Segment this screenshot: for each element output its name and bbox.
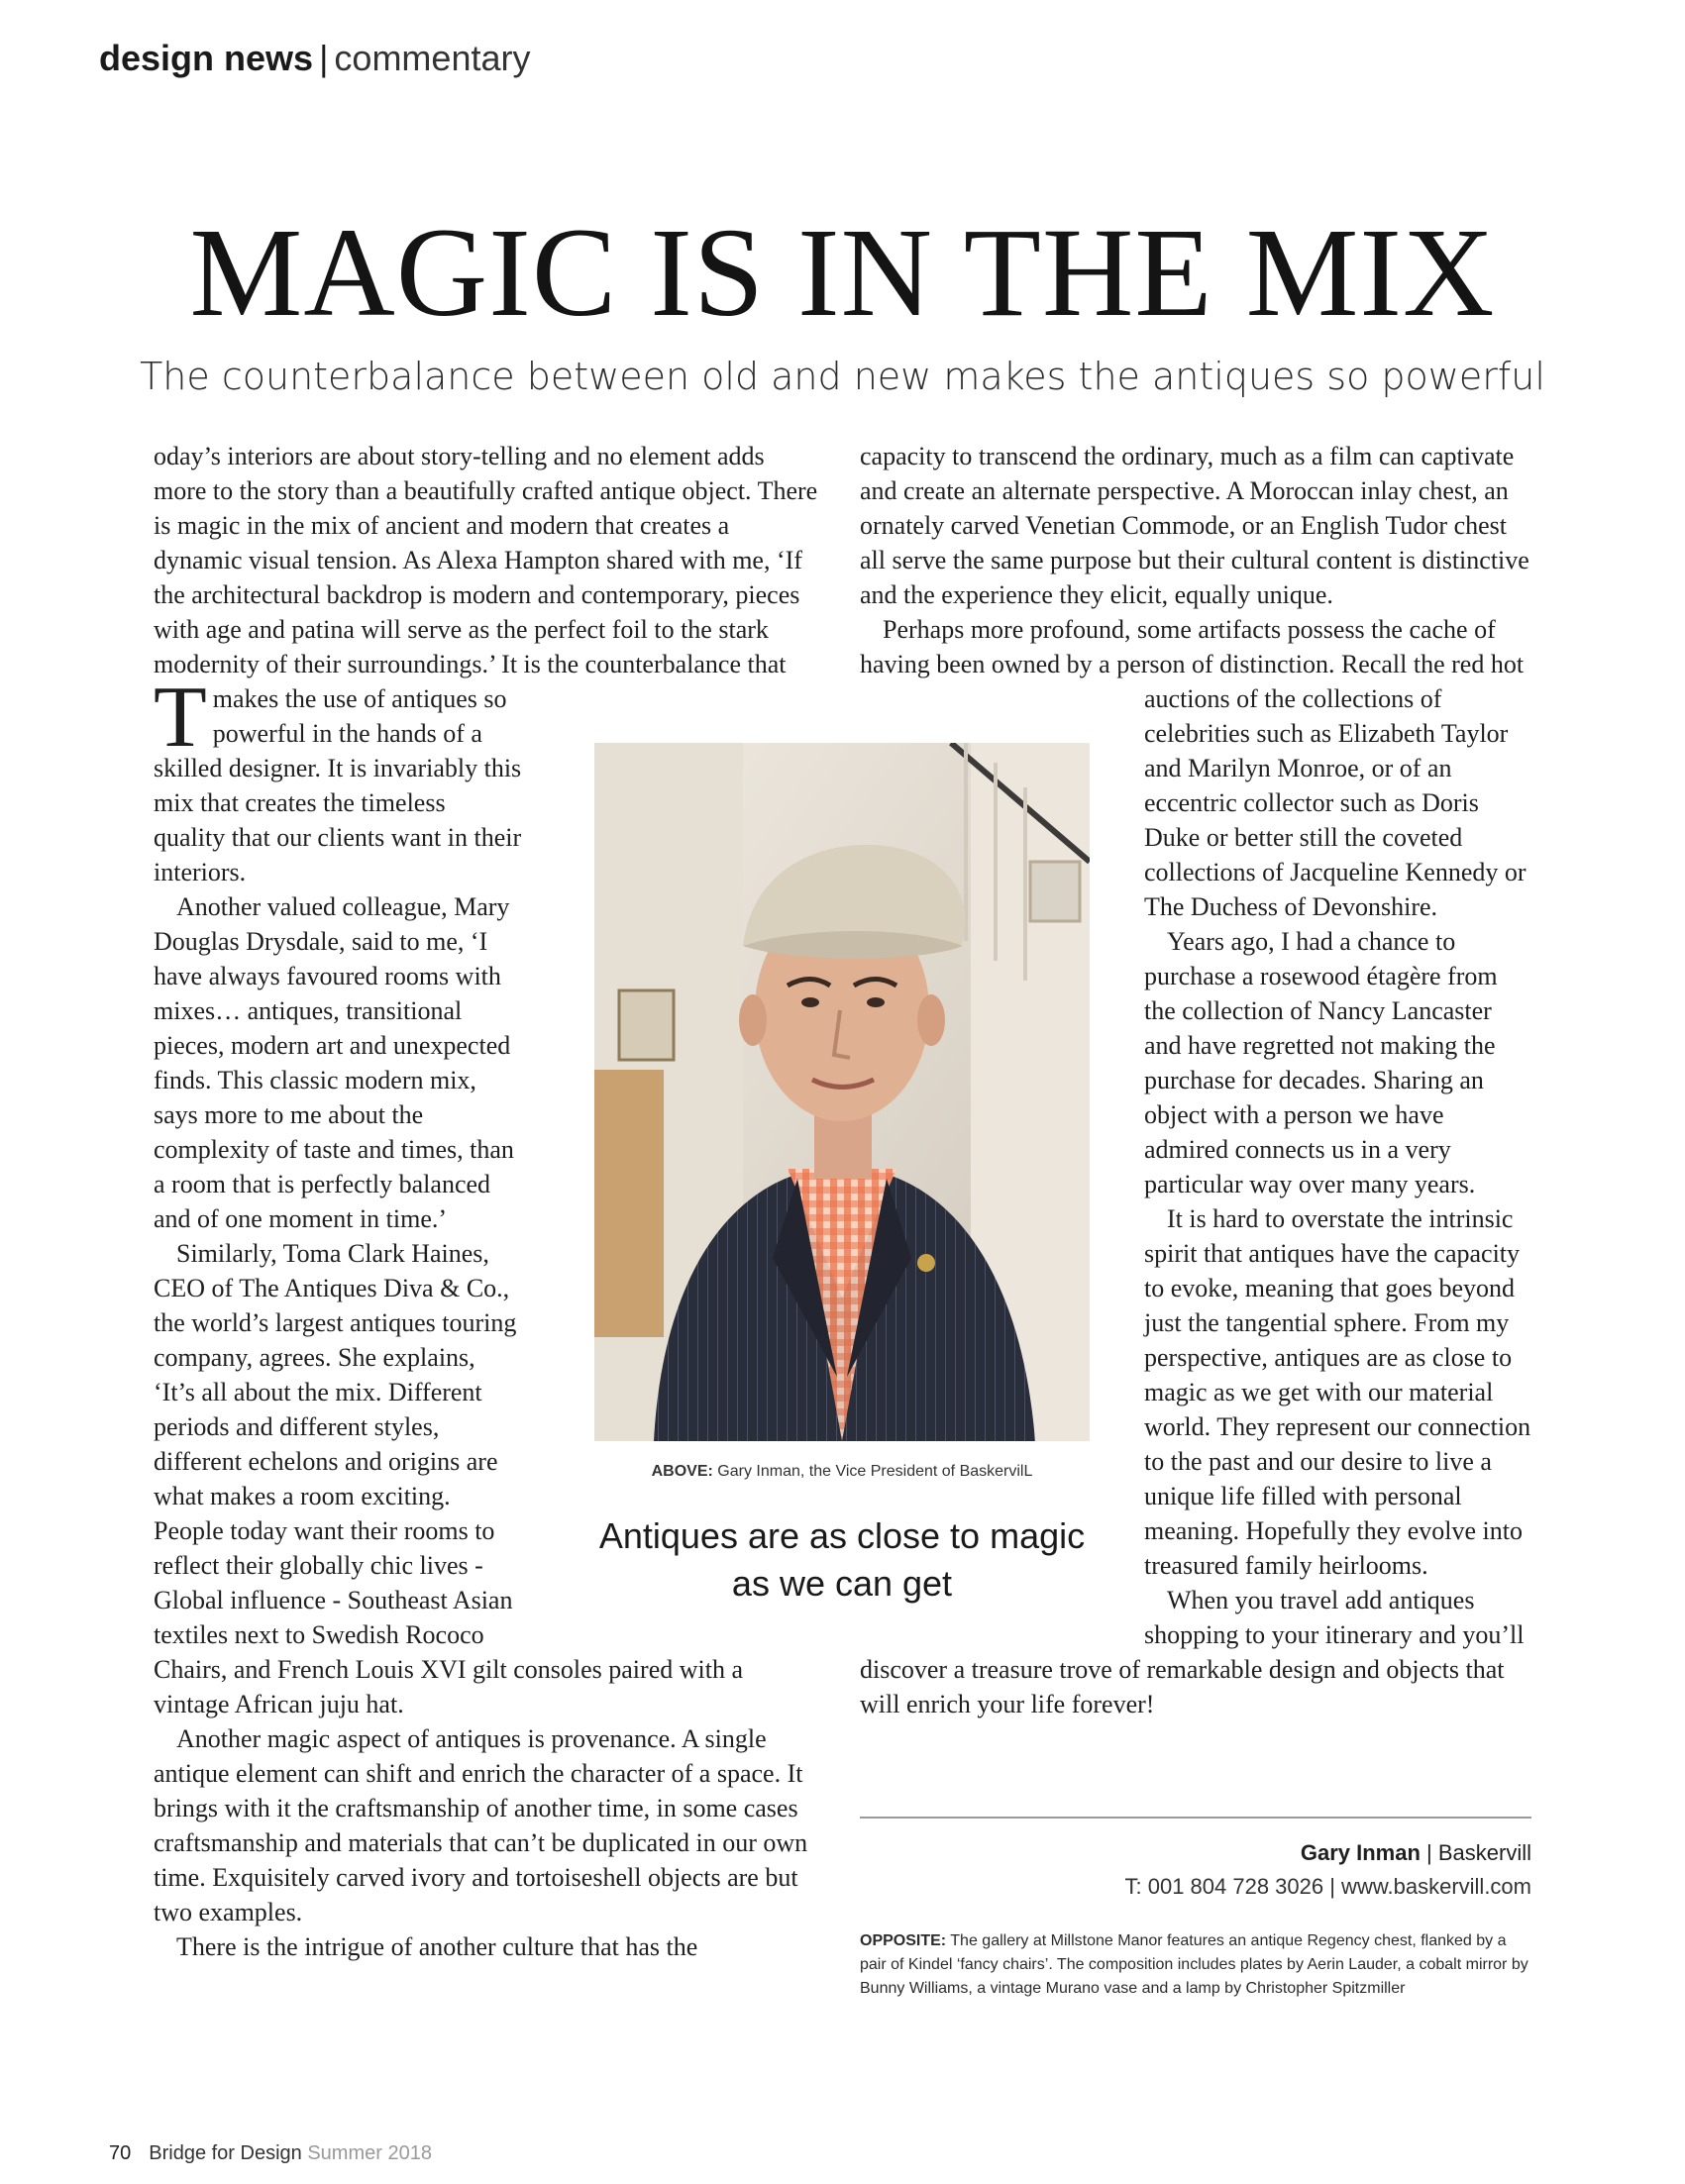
- subsection-name: commentary: [334, 38, 531, 78]
- drop-cap: T: [154, 670, 207, 766]
- section-name: design news: [99, 38, 314, 78]
- section-separator: |: [319, 38, 329, 78]
- publication-name: Bridge for Design: [149, 2142, 302, 2164]
- opposite-caption: [860, 1929, 1531, 2001]
- author-separator: |: [1426, 1840, 1432, 1865]
- article-paragraph: capacity to transcend the ordinary, much as a film can captivate and create an alternate perspective. A Moroccan inlay chest, an ornately carved Venetian Commode, or an English Tudor chest all serve the same purpose but their cultural content is distinctive and the experience they elicit, equally unique.: [860, 442, 1529, 609]
- opposite-text: The gallery at Millstone Manor features an antique Regency chest, flanked by a pair of Kindel ‘fancy chairs’. The composition includes plates by Aerin Lauder, a cobalt mirror by Bunny Williams, a vintage Murano vase and a lamp by Christopher Spitzmiller: [860, 1932, 1528, 1997]
- article-paragraph: Another valued colleague, Mary Douglas Drysdale, said to me, ‘I have always favoured rooms with mixes… antiques, transitional pieces, modern art and unexpected finds. This classic modern mix, says more to me about the complexity of taste and times, than a room that is perfectly balanced and of one moment in time.’: [154, 892, 514, 1233]
- pull-quote: Antiques are as close to magic as we can get: [598, 1515, 1086, 1604]
- article-paragraph: It is hard to overstate the intrinsic spirit that antiques have the capacity to evoke, meaning that goes beyond just the tangential sphere. From my perspective, antiques are as close to magic as we get with our material world. They represent our connection to the past and our desire to live a unique life filled with personal meaning. Hopefully they evolve into treasured family heirlooms.: [1144, 1204, 1531, 1580]
- article-paragraph: There is the intrigue of another culture that has the: [176, 1932, 698, 1961]
- caption-text: Gary Inman, the Vice President of BaskervilL: [717, 1463, 1033, 1480]
- article-title: MAGIC IS IN THE MIX: [189, 202, 1496, 343]
- section-tag: [99, 38, 530, 79]
- author-portrait-photo: [594, 743, 1090, 1441]
- page-footer: [109, 2142, 432, 2165]
- photo-caption: [594, 1463, 1090, 1481]
- page-number: 70: [109, 2142, 132, 2164]
- article-paragraph: Another magic aspect of antiques is provenance. A single antique element can shift and enrich the character of a space. It brings with it the craftsmanship of another time, in some cases craftsmanship and materials that can’t be duplicated in our own time. Exquisitely carved ivory and tortoiseshell objects are but two examples.: [154, 1724, 808, 1926]
- article-paragraph: Similarly, Toma Clark Haines, CEO of The Antiques Diva & Co., the world’s largest antiques touring company, agrees. She explains, ‘It’s all about the mix. Different periods and different styles, different echelons and origins are what makes a room exciting. People today want their rooms to reflect their globally chic lives - Global influence - Southeast Asian textiles next to Swedish Rococo Chairs, and French Louis XVI gilt consoles paired with a vintage African juju hat.: [154, 1239, 743, 1718]
- article-paragraph: Perhaps more profound, some artifacts possess the cache of having been owned by a person of distinction. Recall the red hot auctions of the collections of celebrities such as Elizabeth Taylor and Marilyn Monroe, or of an eccentric collector such as Doris Duke or better still the coveted collections of Jacqueline Kennedy or The Duchess of Devonshire.: [860, 615, 1527, 921]
- article-paragraph: When you travel add antiques shopping to your itinerary and you’ll discover a treasure trove of remarkable design and objects that will enrich your life forever!: [860, 1586, 1525, 1718]
- opposite-label: OPPOSITE:: [860, 1932, 947, 1949]
- author-contact: T: 001 804 728 3026 | www.baskervill.com: [1124, 1874, 1531, 1899]
- issue-name: Summer 2018: [307, 2142, 432, 2164]
- author-credit: [860, 1838, 1531, 1868]
- article-paragraph: Years ago, I had a chance to purchase a rosewood étagère from the collection of Nancy Lancaster and have regretted not making the purchase for decades. Sharing an object with a person we have admired connects us in a very particular way over many years.: [1144, 927, 1498, 1198]
- author-company: Baskervill: [1437, 1840, 1531, 1865]
- author-name: Gary Inman: [1300, 1840, 1421, 1865]
- article-subtitle: The counterbalance between old and new makes the antiques so powerful: [140, 355, 1545, 398]
- caption-label: ABOVE:: [651, 1463, 713, 1480]
- article-paragraph: T oday’s interiors are about story-telling and no element adds more to the story than a beautifully crafted antique object. There is magic in the mix of ancient and modern that creates a dynamic visual tension. As Alexa Hampton shared with me, ‘If the architectural backdrop is modern and contemporary, pieces with age and patina will serve as the perfect foil to the stark modernity of their surroundings.’ It is the counterbalance that makes the use of antiques so powerful in the hands of a skilled designer. It is invariably this mix that creates the timeless quality that our clients want in their interiors.: [154, 442, 818, 886]
- divider: [860, 1817, 1531, 1819]
